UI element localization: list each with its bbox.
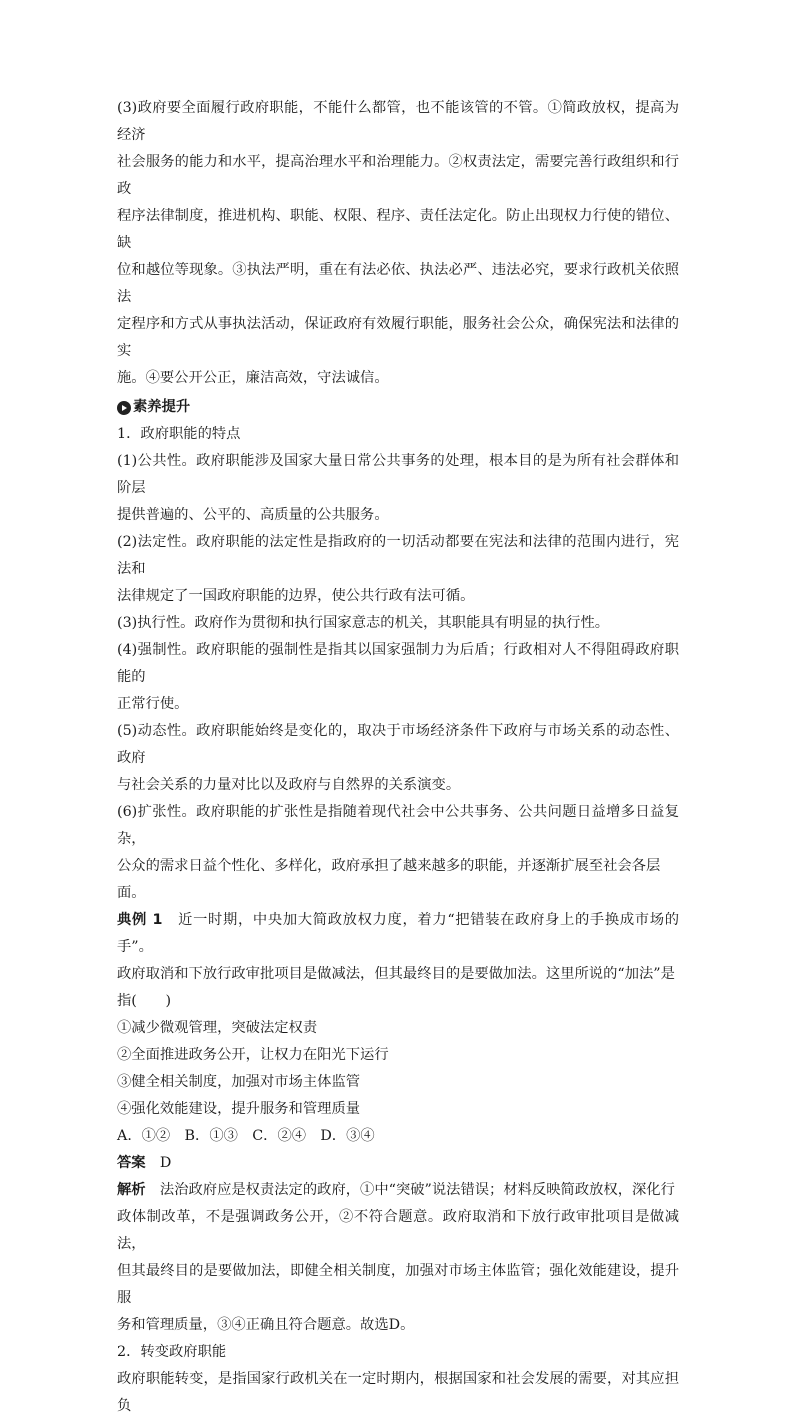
- text-line: 施。④要公开公正，廉洁高效，守法诚信。: [117, 370, 389, 386]
- section-title: 素养提升: [133, 399, 191, 415]
- point1-item: [117, 799, 679, 907]
- point1-item: [117, 718, 679, 799]
- text-line: 正常行使。: [117, 696, 189, 712]
- text-line: 法律规定了一国政府职能的边界，使公共行政有法可循。: [117, 588, 475, 604]
- intro-paragraph: [117, 95, 679, 392]
- example-block: [117, 907, 679, 1339]
- text-line: (5)动态性。政府职能始终是变化的，取决于市场经济条件下政府与市场关系的动态性、政府: [117, 723, 679, 766]
- example-label: 典例 1: [117, 912, 163, 928]
- text-line: 定程序和方式从事执法活动，保证政府有效履行职能，服务社会公众，确保宪法和法律的实: [117, 316, 679, 359]
- point2-heading: 2．转变政府职能: [117, 1344, 227, 1360]
- point1-item: [117, 529, 679, 610]
- option-item: ②全面推进政务公开，让权力在阳光下运行: [117, 1047, 389, 1063]
- text-line: 社会服务的能力和水平，提高治理水平和治理能力。②权责法定，需要完善行政组织和行政: [117, 154, 679, 197]
- text-line: (6)扩张性。政府职能的扩张性是指随着现代社会中公共事务、公共问题日益增多日益复杂，: [117, 804, 679, 847]
- option-item: ①减少微观管理，突破法定权责: [117, 1020, 318, 1036]
- text-line: 位和越位等现象。③执法严明，重在有法必依、执法必严、违法必究，要求行政机关依照法: [117, 262, 679, 305]
- text-line: 与社会关系的力量对比以及政府与自然界的关系演变。: [117, 777, 461, 793]
- text-line: 公众的需求日益个性化、多样化，政府承担了越来越多的职能，并逐渐扩展至社会各层面。: [117, 858, 661, 901]
- text-line: 政府职能转变，是指国家行政机关在一定时期内，根据国家和社会发展的需要，对其应担负: [117, 1371, 679, 1414]
- point1-item: [117, 637, 679, 718]
- text-line: 提供普遍的、公平的、高质量的公共服务。: [117, 507, 389, 523]
- point1-item: [117, 610, 679, 637]
- point1-item: [117, 448, 679, 529]
- answer-line: [117, 1150, 679, 1177]
- analysis-label: 解析: [117, 1182, 146, 1198]
- point1-heading: 1．政府职能的特点: [117, 426, 241, 442]
- answer-choices: A．①② B．①③ C．②④ D．③④: [117, 1128, 375, 1144]
- option-item: ③健全相关制度，加强对市场主体监管: [117, 1074, 361, 1090]
- document-page: [117, 95, 679, 1420]
- analysis-line: [117, 1177, 679, 1204]
- answer-value: D: [159, 1155, 172, 1171]
- text-line: (1)公共性。政府职能涉及国家大量日常公共事务的处理，根本目的是为所有社会群体和阶层: [117, 453, 679, 496]
- text-line: (3)执行性。政府作为贯彻和执行国家意志的机关，其职能具有明显的执行性。: [117, 615, 610, 631]
- section-heading: [117, 394, 679, 421]
- analysis-text: 法治政府应是权责法定的政府，①中“突破”说法错误；材料反映简政放权，深化行: [159, 1182, 675, 1198]
- text-line: (2)法定性。政府职能的法定性是指政府的一切活动都要在宪法和法律的范围内进行，宪法和: [117, 534, 679, 577]
- answer-label: 答案: [117, 1155, 146, 1171]
- play-icon: [117, 401, 131, 415]
- text-line: 程序法律制度，推进机构、职能、权限、程序、责任法定化。防止出现权力行使的错位、缺: [117, 208, 679, 251]
- text-line: 但其最终目的是要做加法，即健全相关制度，加强对市场主体监管；强化效能建设，提升服: [117, 1263, 679, 1306]
- text-line: 指( ): [117, 993, 172, 1009]
- text-line: 务和管理质量，③④正确且符合题意。故选D。: [117, 1317, 415, 1333]
- question-text: 近一时期，中央加大简政放权力度，着力“把错装在政府身上的手换成市场的手”。: [117, 912, 679, 955]
- example-question-line: [117, 907, 679, 961]
- text-line: 政府取消和下放行政审批项目是做减法，但其最终目的是要做加法。这里所说的“加法”是: [117, 966, 675, 982]
- text-line: (4)强制性。政府职能的强制性是指其以国家强制力为后盾；行政相对人不得阻碍政府职能的: [117, 642, 679, 685]
- text-line: (3)政府要全面履行政府职能，不能什么都管，也不能该管的不管。①简政放权，提高为经济: [117, 100, 679, 143]
- text-line: 政体制改革，不是强调政务公开，②不符合题意。政府取消和下放行政审批项目是做减法，: [117, 1209, 679, 1252]
- option-item: ④强化效能建设，提升服务和管理质量: [117, 1101, 361, 1117]
